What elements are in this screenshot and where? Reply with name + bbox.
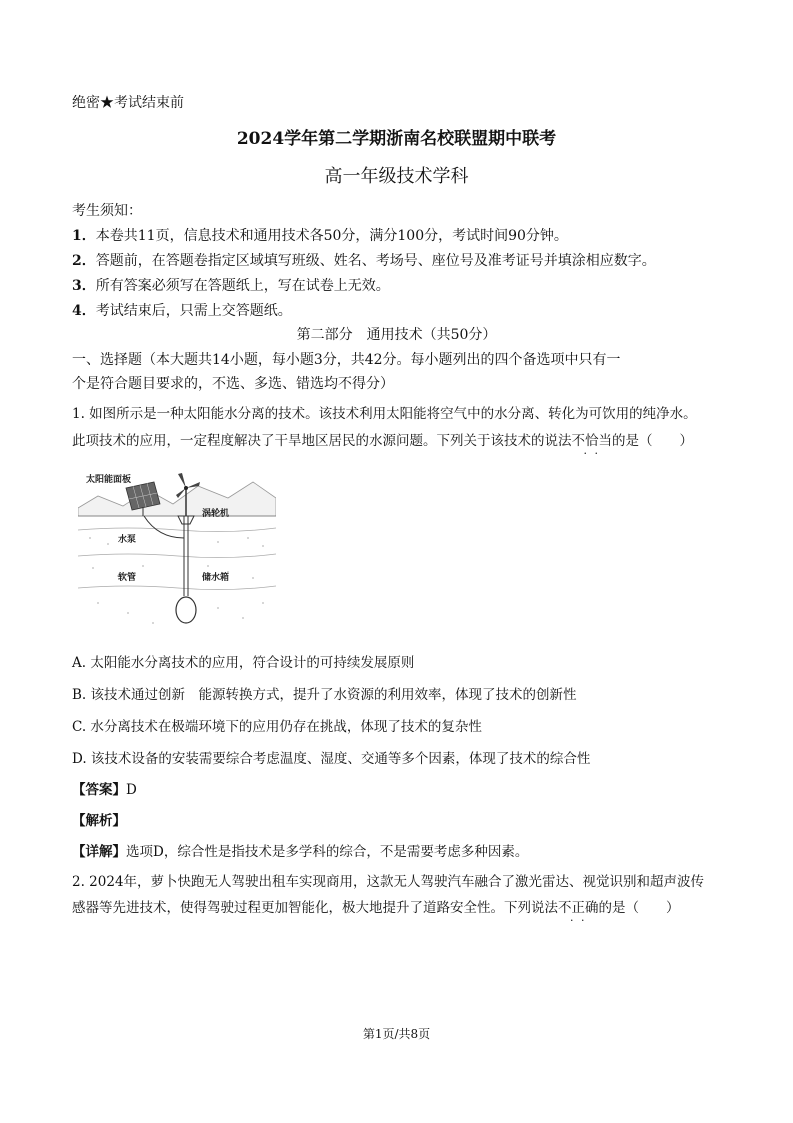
- section-instruction-line1: 一、选择题（本大题共14小题，每小题3分，共42分。每小题列出的四个备选项中只有一: [72, 352, 621, 368]
- notice-num: 1．: [72, 228, 96, 244]
- q2-stem-line1: 2. 2024年，萝卜快跑无人驾驶出租车实现商用，这款无人驾驶汽车融合了激光雷达、视觉识别和超声波传: [72, 874, 705, 890]
- label-solar-panel: 太阳能面板: [86, 475, 132, 485]
- section-title: 第二部分 通用技术（共50分）: [296, 327, 497, 343]
- notice-num: 3．: [72, 278, 96, 294]
- q1-option-a: A. 太阳能水分离技术的应用，符合设计的可持续发展原则: [72, 655, 415, 671]
- notice-item-3: [72, 275, 390, 295]
- label-turbine: 涡轮机: [202, 509, 230, 519]
- answer-label: 【答案】: [72, 782, 126, 798]
- q1-stem-text: 此项技术的应用，一定程度解决了干旱地区居民的水源问题。下列关于该技术的说法: [72, 433, 572, 449]
- hose-line: [144, 516, 184, 538]
- notice-item-1: [72, 225, 568, 245]
- exam-subtitle: 高一年级技术学科: [324, 166, 469, 187]
- q1-emphasis: 不恰当 · ·: [572, 433, 613, 449]
- q2-stem-tail: 的是（ ）: [598, 900, 680, 916]
- water-tank-icon: [176, 516, 196, 623]
- q1-stem-line2: [72, 429, 693, 449]
- notice-item-2: [72, 250, 656, 270]
- detail-text: 选项D，综合性是指技术是多学科的综合，不是需要考虑多种因素。: [126, 844, 529, 860]
- q1-stem-tail: 的是（ ）: [612, 433, 693, 449]
- q1-detail: [72, 840, 528, 860]
- exam-title: 2024学年第二学期浙南名校联盟期中联考: [236, 129, 557, 149]
- q1-answer: [72, 778, 137, 798]
- answer-value: D: [126, 782, 137, 798]
- solar-water-figure: [78, 468, 276, 636]
- notice-text: 考试结束后，只需上交答题纸。: [95, 303, 292, 319]
- q2-stem-line2: [72, 896, 680, 916]
- notice-text: 本卷共11页，信息技术和通用技术各50分，满分100分，考试时间90分钟。: [95, 228, 568, 244]
- layer-line: [78, 586, 276, 590]
- label-hose: 软管: [118, 573, 137, 583]
- q1-option-d: D. 该技术设备的安装需要综合考虑温度、湿度、交通等多个因素，体现了技术的综合性: [72, 751, 591, 767]
- section-instruction-line2: 个是符合题目要求的，不选、多选、错选均不得分）: [72, 376, 394, 392]
- detail-label: 【详解】: [72, 844, 126, 860]
- notice-num: 4．: [72, 303, 96, 319]
- notice-heading: 考生须知：: [72, 203, 142, 219]
- confidential-mark: 绝密★考试结束前: [72, 95, 184, 111]
- q1-option-c: C. 水分离技术在极端环境下的应用仍存在挑战，体现了技术的复杂性: [72, 719, 482, 735]
- label-pump: 水泵: [118, 535, 137, 545]
- layer-line: [78, 528, 276, 532]
- notice-text: 所有答案必须写在答题纸上，写在试卷上无效。: [95, 278, 390, 294]
- q1-option-b: B. 该技术通过创新 能源转换方式，提升了水资源的利用效率，体现了技术的创新性: [72, 687, 577, 703]
- layer-line: [78, 554, 276, 558]
- page-number: 第1页/共8页: [362, 1027, 431, 1041]
- notice-item-4: [72, 300, 292, 320]
- notice-text: 答题前，在答题卷指定区域填写班级、姓名、考场号、座位号及准考证号并填涂相应数字。: [95, 253, 656, 269]
- notice-num: 2．: [72, 253, 96, 269]
- hills-shape: [78, 482, 276, 516]
- q1-stem-line1: 1. 如图所示是一种太阳能水分离的技术。该技术利用太阳能将空气中的水分离、转化为可饮用的纯净水。: [72, 406, 697, 422]
- q1-analysis-label: 【解析】: [72, 813, 126, 829]
- q2-emphasis: 不正确 · ·: [558, 900, 599, 916]
- label-tank: 储水箱: [202, 573, 230, 583]
- q2-stem-text: 感器等先进技术，使得驾驶过程更加智能化，极大地提升了道路安全性。下列说法: [72, 900, 558, 916]
